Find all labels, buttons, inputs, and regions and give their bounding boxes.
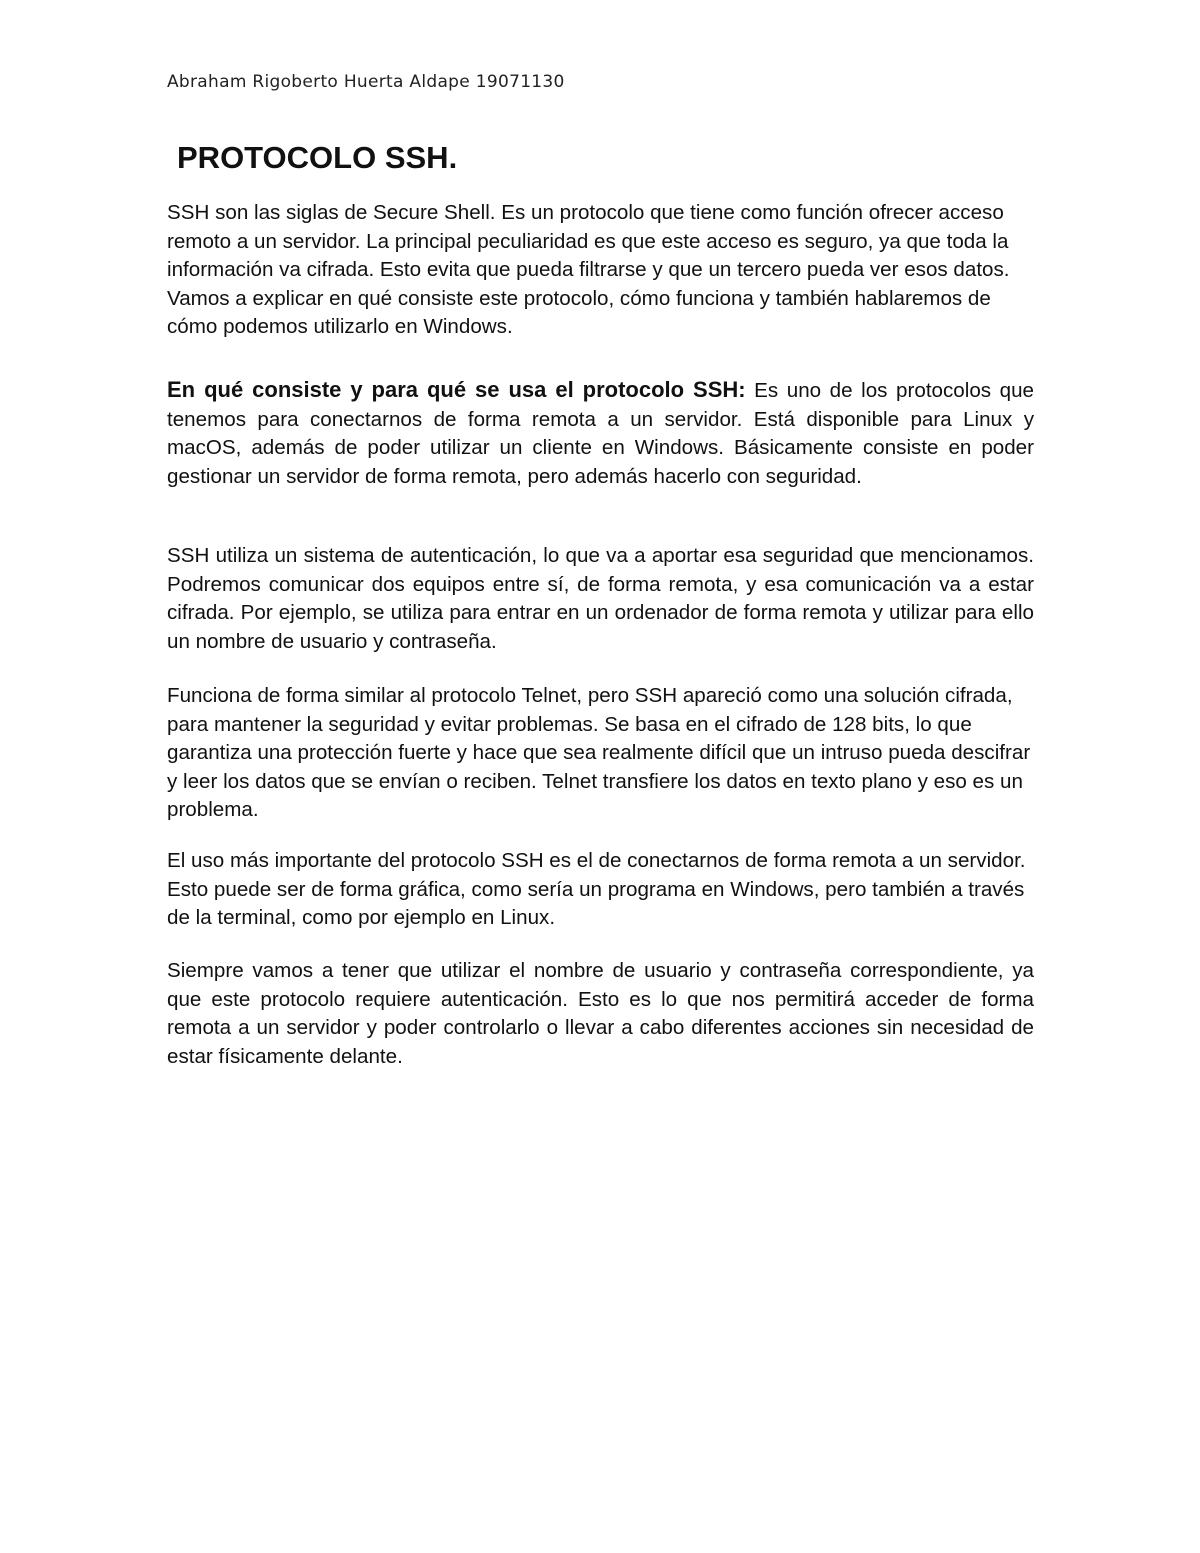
- author-header: Abraham Rigoberto Huerta Aldape 19071130: [167, 72, 565, 92]
- paragraph-what-is: [167, 376, 1034, 491]
- paragraph-credentials-text: Siempre vamos a tener que utilizar el nombre de usuario y contraseña correspondiente, ya que este protocolo requiere autenticación. Esto es lo que nos permitirá acceder de forma remota a un servidor y poder controlarlo o llevar a cabo diferentes acciones sin necesidad de estar físicamente delante.: [167, 959, 1034, 1068]
- paragraph-what-is-text: Es uno de los protocolos que tenemos para conectarnos de forma remota a un servidor. Está disponible para Linux y macOS, además de poder utilizar un cliente en Windows. Básicamente consiste en poder gestionar un servidor de forma remota, pero además hacerlo con seguridad.: [167, 379, 1034, 488]
- paragraph-intro-text: SSH son las siglas de Secure Shell. Es un protocolo que tiene como función ofrecer acceso remoto a un servidor. La principal peculiaridad es que este acceso es seguro, ya que toda la información va cifrada. Esto evita que pueda filtrarse y que un tercero pueda ver esos datos. Vamos a explicar en qué consiste este protocolo, cómo funciona y también hablaremos de cómo podemos utilizarlo en Windows.: [167, 201, 1010, 339]
- paragraph-telnet-comparison: [167, 682, 1034, 825]
- paragraph-intro: [167, 199, 1034, 342]
- paragraph-main-use: [167, 847, 1034, 933]
- paragraph-authentication: [167, 542, 1034, 656]
- section-lead-heading: En qué consiste y para qué se usa el protocolo SSH:: [167, 377, 746, 402]
- paragraph-authentication-text: SSH utiliza un sistema de autenticación, lo que va a aportar esa seguridad que mencionamos. Podremos comunicar dos equipos entre sí, de forma remota, y esa comunicación va a estar cifrada. Por ejemplo, se utiliza para entrar en un ordenador de forma remota y utilizar para ello un nombre de usuario y contraseña.: [167, 544, 1034, 653]
- paragraph-credentials: [167, 957, 1034, 1071]
- page-title: PROTOCOLO SSH.: [177, 140, 458, 175]
- paragraph-telnet-comparison-text: Funciona de forma similar al protocolo Telnet, pero SSH apareció como una solución cifrada, para mantener la seguridad y evitar problemas. Se basa en el cifrado de 128 bits, lo que garantiza una protección fuerte y hace que sea realmente difícil que un intruso pueda descifrar y leer los datos que se envían o reciben. Telnet transfiere los datos en texto plano y eso es un problema.: [167, 684, 1031, 822]
- paragraph-main-use-text: El uso más importante del protocolo SSH es el de conectarnos de forma remota a un servidor. Esto puede ser de forma gráfica, como sería un programa en Windows, pero también a través de la terminal, como por ejemplo en Linux.: [167, 849, 1026, 930]
